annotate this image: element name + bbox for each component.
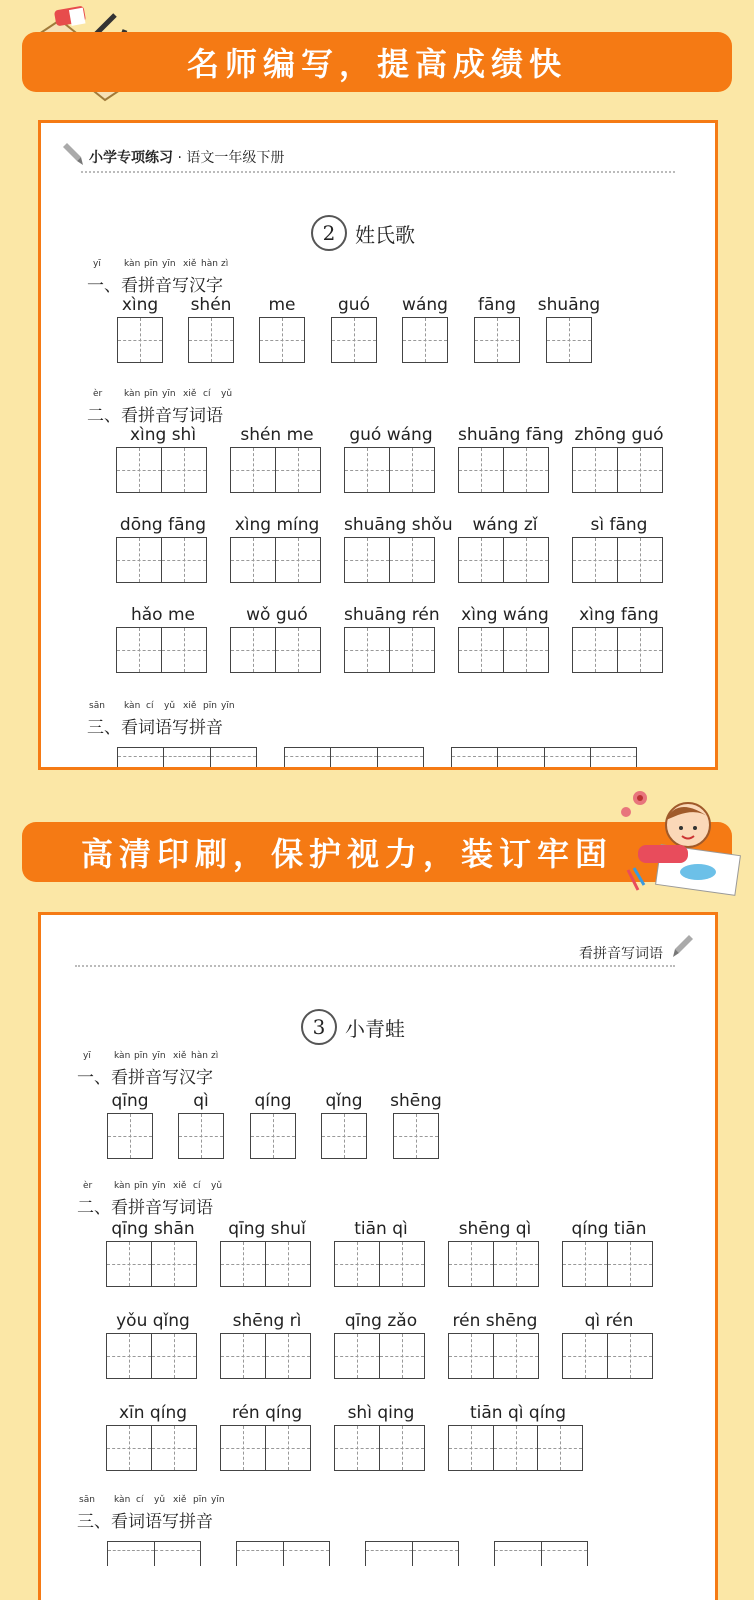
writing-box[interactable]	[178, 1113, 224, 1159]
writing-box[interactable]	[393, 1113, 439, 1159]
pinyin: xīn qíng	[118, 1403, 188, 1423]
py: yīn	[211, 1495, 225, 1505]
writing-box[interactable]	[546, 317, 592, 363]
pinyin: shuāng shǒu	[344, 515, 453, 535]
word-item	[562, 1217, 656, 1287]
py: hàn	[201, 259, 218, 269]
word-item	[572, 513, 666, 583]
lesson-name: 姓氏歌	[355, 222, 415, 247]
lesson-number: 2	[311, 215, 347, 251]
writing-box[interactable]	[331, 317, 377, 363]
worksheet-page-1	[38, 120, 718, 770]
writing-boxes[interactable]	[334, 1425, 428, 1471]
py: sān	[79, 1495, 95, 1505]
pinyin: fāng	[478, 295, 516, 315]
py: pīn	[134, 1181, 148, 1191]
py: pīn	[144, 389, 158, 399]
pinyin: shuāng fāng	[458, 425, 564, 445]
writing-box[interactable]	[250, 1113, 296, 1159]
writing-boxes[interactable]	[106, 1333, 200, 1379]
writing-box[interactable]	[117, 317, 163, 363]
promo-banner-1	[22, 32, 732, 92]
writing-boxes[interactable]	[230, 537, 324, 583]
section-pinyin	[87, 389, 233, 401]
pinyin-lines[interactable]	[284, 747, 424, 770]
pinyin: xìng shì	[129, 425, 197, 445]
py: xiě	[183, 389, 197, 399]
writing-boxes[interactable]	[116, 627, 210, 673]
py: hàn	[191, 1051, 208, 1061]
word-item	[220, 1309, 314, 1379]
promo-banner-1-text: 名师编写，提高成绩快	[186, 45, 567, 83]
py: yǔ	[164, 701, 176, 711]
py: kàn	[114, 1181, 131, 1191]
writing-boxes[interactable]	[562, 1333, 656, 1379]
char-item	[104, 1089, 156, 1159]
char-item	[386, 1089, 446, 1159]
pinyin: wáng	[402, 295, 448, 315]
pinyin-lines[interactable]	[365, 1541, 459, 1566]
header-text: 看拼音写词语	[579, 946, 663, 962]
header-series: 小学专项练习	[89, 150, 173, 166]
py: kàn	[114, 1495, 131, 1505]
word-item	[448, 1309, 542, 1379]
pencil-icon	[673, 935, 695, 957]
py: yǔ	[221, 389, 233, 399]
word-item	[458, 513, 552, 583]
pinyin: qīng zǎo	[344, 1311, 418, 1331]
pinyin: qì rén	[584, 1311, 634, 1331]
word-item	[344, 603, 438, 673]
pinyin: shì qing	[347, 1403, 415, 1423]
char-item	[471, 293, 523, 363]
pinyin: xìng wáng	[461, 605, 549, 625]
writing-boxes[interactable]	[230, 447, 324, 493]
pinyin: shēng qì	[458, 1219, 532, 1239]
py: èr	[93, 389, 103, 399]
section-pinyin	[77, 1181, 223, 1193]
lesson-title	[301, 1009, 405, 1045]
pencil-icon	[61, 143, 83, 165]
py: cí	[203, 389, 211, 399]
py: kàn	[114, 1051, 131, 1061]
pinyin: qíng tiān	[571, 1219, 647, 1239]
py: kàn	[124, 389, 141, 399]
pinyin-lines[interactable]	[236, 1541, 330, 1566]
pinyin: xìng fāng	[579, 605, 659, 625]
section-1-heading	[77, 1051, 219, 1088]
section-pinyin	[87, 701, 235, 713]
writing-boxes[interactable]	[448, 1241, 542, 1287]
py: yǔ	[154, 1495, 166, 1505]
writing-boxes[interactable]	[448, 1333, 542, 1379]
lesson-number: 3	[301, 1009, 337, 1045]
word-item	[458, 603, 552, 673]
writing-box[interactable]	[259, 317, 305, 363]
writing-boxes[interactable]	[116, 537, 210, 583]
word-item	[116, 423, 210, 493]
section-1-heading	[87, 259, 229, 296]
pinyin: qì	[193, 1091, 209, 1111]
section-title: 二、看拼音写词语	[77, 1198, 213, 1218]
page-header	[89, 147, 284, 167]
section-title: 二、看拼音写词语	[87, 406, 223, 426]
py: yīn	[152, 1051, 166, 1061]
writing-box[interactable]	[107, 1113, 153, 1159]
writing-boxes[interactable]	[562, 1241, 656, 1287]
py: cí	[193, 1181, 201, 1191]
py: cí	[136, 1495, 144, 1505]
py: kàn	[124, 701, 141, 711]
promo-banner-2-text: 高清印刷，保护视力，装订牢固	[80, 835, 613, 873]
pinyin: shén	[190, 295, 232, 315]
writing-box[interactable]	[188, 317, 234, 363]
pinyin: qǐng	[325, 1091, 363, 1111]
child-drawing-icon	[618, 780, 748, 900]
py: yīn	[221, 701, 235, 711]
py: yīn	[152, 1181, 166, 1191]
pinyin: xìng	[121, 295, 159, 315]
pinyin: yǒu qǐng	[116, 1311, 190, 1331]
py: cí	[146, 701, 154, 711]
pinyin: shuāng rén	[344, 605, 440, 625]
py: xiě	[173, 1181, 187, 1191]
pinyin: rén qíng	[231, 1403, 303, 1423]
pinyin: xìng míng	[234, 515, 320, 535]
page-header	[579, 943, 663, 963]
char-item	[185, 293, 237, 363]
writing-boxes[interactable]	[572, 627, 666, 673]
word-item	[448, 1401, 588, 1471]
word-item	[334, 1309, 428, 1379]
py: zì	[211, 1051, 219, 1061]
word-item	[344, 423, 438, 493]
header-dot: ·	[177, 150, 182, 166]
pinyin: wǒ guó	[246, 605, 308, 625]
word-item	[344, 513, 453, 583]
pinyin: hǎo me	[130, 605, 195, 625]
py: xiě	[183, 701, 197, 711]
word-item	[116, 603, 210, 673]
char-item	[318, 1089, 370, 1159]
writing-boxes[interactable]	[458, 537, 552, 583]
pinyin-lines[interactable]	[494, 1541, 588, 1566]
pinyin-lines[interactable]	[107, 1541, 201, 1566]
header-book: 语文一年级下册	[186, 150, 285, 166]
writing-boxes[interactable]	[344, 627, 438, 673]
pinyin-lines[interactable]	[117, 747, 257, 770]
pinyin: tiān qì qíng	[470, 1403, 566, 1423]
pinyin-lines[interactable]	[451, 747, 637, 770]
py: pīn	[144, 259, 158, 269]
pinyin: qíng	[254, 1091, 292, 1111]
char-item	[256, 293, 308, 363]
py: xiě	[183, 259, 197, 269]
pinyin: guó	[338, 295, 370, 315]
word-item	[458, 423, 564, 493]
char-item	[328, 293, 380, 363]
writing-boxes[interactable]	[106, 1425, 200, 1471]
py: yǔ	[211, 1181, 223, 1191]
pinyin: shén me	[240, 425, 314, 445]
py: yī	[83, 1051, 91, 1061]
section-title: 三、看词语写拼音	[87, 718, 223, 738]
header-divider	[81, 171, 675, 173]
writing-boxes[interactable]	[220, 1425, 314, 1471]
py: xiě	[173, 1051, 187, 1061]
py: pīn	[134, 1051, 148, 1061]
worksheet-page-2	[38, 912, 718, 1600]
writing-boxes[interactable]	[344, 447, 438, 493]
word-item	[106, 1401, 200, 1471]
py: yī	[93, 259, 101, 269]
word-item	[220, 1401, 314, 1471]
section-pinyin	[77, 1495, 225, 1507]
char-item	[114, 293, 166, 363]
header-divider	[75, 965, 675, 967]
word-item	[334, 1217, 428, 1287]
writing-boxes[interactable]	[334, 1333, 428, 1379]
writing-boxes[interactable]	[334, 1241, 428, 1287]
py: pīn	[203, 701, 217, 711]
section-3-heading	[77, 1495, 225, 1532]
word-item	[230, 603, 324, 673]
word-item	[572, 423, 666, 493]
section-title: 一、看拼音写汉字	[87, 276, 223, 296]
lesson-title	[311, 215, 415, 251]
pinyin: shēng	[390, 1091, 442, 1111]
word-item	[106, 1309, 200, 1379]
pinyin: qīng shān	[111, 1219, 195, 1239]
writing-boxes[interactable]	[220, 1241, 314, 1287]
py: yīn	[162, 259, 176, 269]
section-2-heading	[87, 389, 233, 426]
writing-boxes[interactable]	[458, 447, 552, 493]
pinyin: dōng fāng	[119, 515, 207, 535]
char-item	[247, 1089, 299, 1159]
pinyin: wáng zǐ	[472, 515, 538, 535]
lesson-name: 小青蛙	[345, 1016, 405, 1041]
py: xiě	[173, 1495, 187, 1505]
word-item	[220, 1217, 314, 1287]
py: kàn	[124, 259, 141, 269]
writing-boxes[interactable]	[572, 447, 666, 493]
char-item	[399, 293, 451, 363]
writing-box[interactable]	[321, 1113, 367, 1159]
py: yīn	[162, 389, 176, 399]
section-2-heading	[77, 1181, 223, 1218]
pinyin: guó wáng	[349, 425, 433, 445]
writing-boxes[interactable]	[116, 447, 210, 493]
py: sān	[89, 701, 105, 711]
writing-boxes[interactable]	[106, 1241, 200, 1287]
writing-box[interactable]	[402, 317, 448, 363]
pinyin: me	[268, 295, 296, 315]
writing-boxes[interactable]	[572, 537, 666, 583]
word-item	[448, 1217, 542, 1287]
pinyin: qīng shuǐ	[228, 1219, 306, 1239]
py: pīn	[193, 1495, 207, 1505]
section-title: 一、看拼音写汉字	[77, 1068, 213, 1088]
section-pinyin	[77, 1051, 219, 1063]
word-item	[334, 1401, 428, 1471]
section-pinyin	[87, 259, 229, 271]
pinyin: sì fāng	[590, 515, 648, 535]
pinyin: rén shēng	[452, 1311, 538, 1331]
pinyin: shēng rì	[232, 1311, 302, 1331]
section-title: 三、看词语写拼音	[77, 1512, 213, 1532]
writing-boxes[interactable]	[448, 1425, 588, 1471]
pinyin: tiān qì	[354, 1219, 408, 1239]
word-item	[562, 1309, 656, 1379]
word-item	[572, 603, 666, 673]
word-item	[106, 1217, 200, 1287]
section-3-heading	[87, 701, 235, 738]
pinyin: zhōng guó	[574, 425, 664, 445]
py: zì	[221, 259, 229, 269]
writing-boxes[interactable]	[230, 627, 324, 673]
writing-boxes[interactable]	[344, 537, 438, 583]
py: èr	[83, 1181, 93, 1191]
char-item	[175, 1089, 227, 1159]
writing-boxes[interactable]	[458, 627, 552, 673]
char-item	[536, 293, 602, 363]
pinyin: qīng	[111, 1091, 149, 1111]
writing-box[interactable]	[474, 317, 520, 363]
pinyin: shuāng	[537, 295, 601, 315]
word-item	[116, 513, 210, 583]
word-item	[230, 513, 324, 583]
writing-boxes[interactable]	[220, 1333, 314, 1379]
word-item	[230, 423, 324, 493]
